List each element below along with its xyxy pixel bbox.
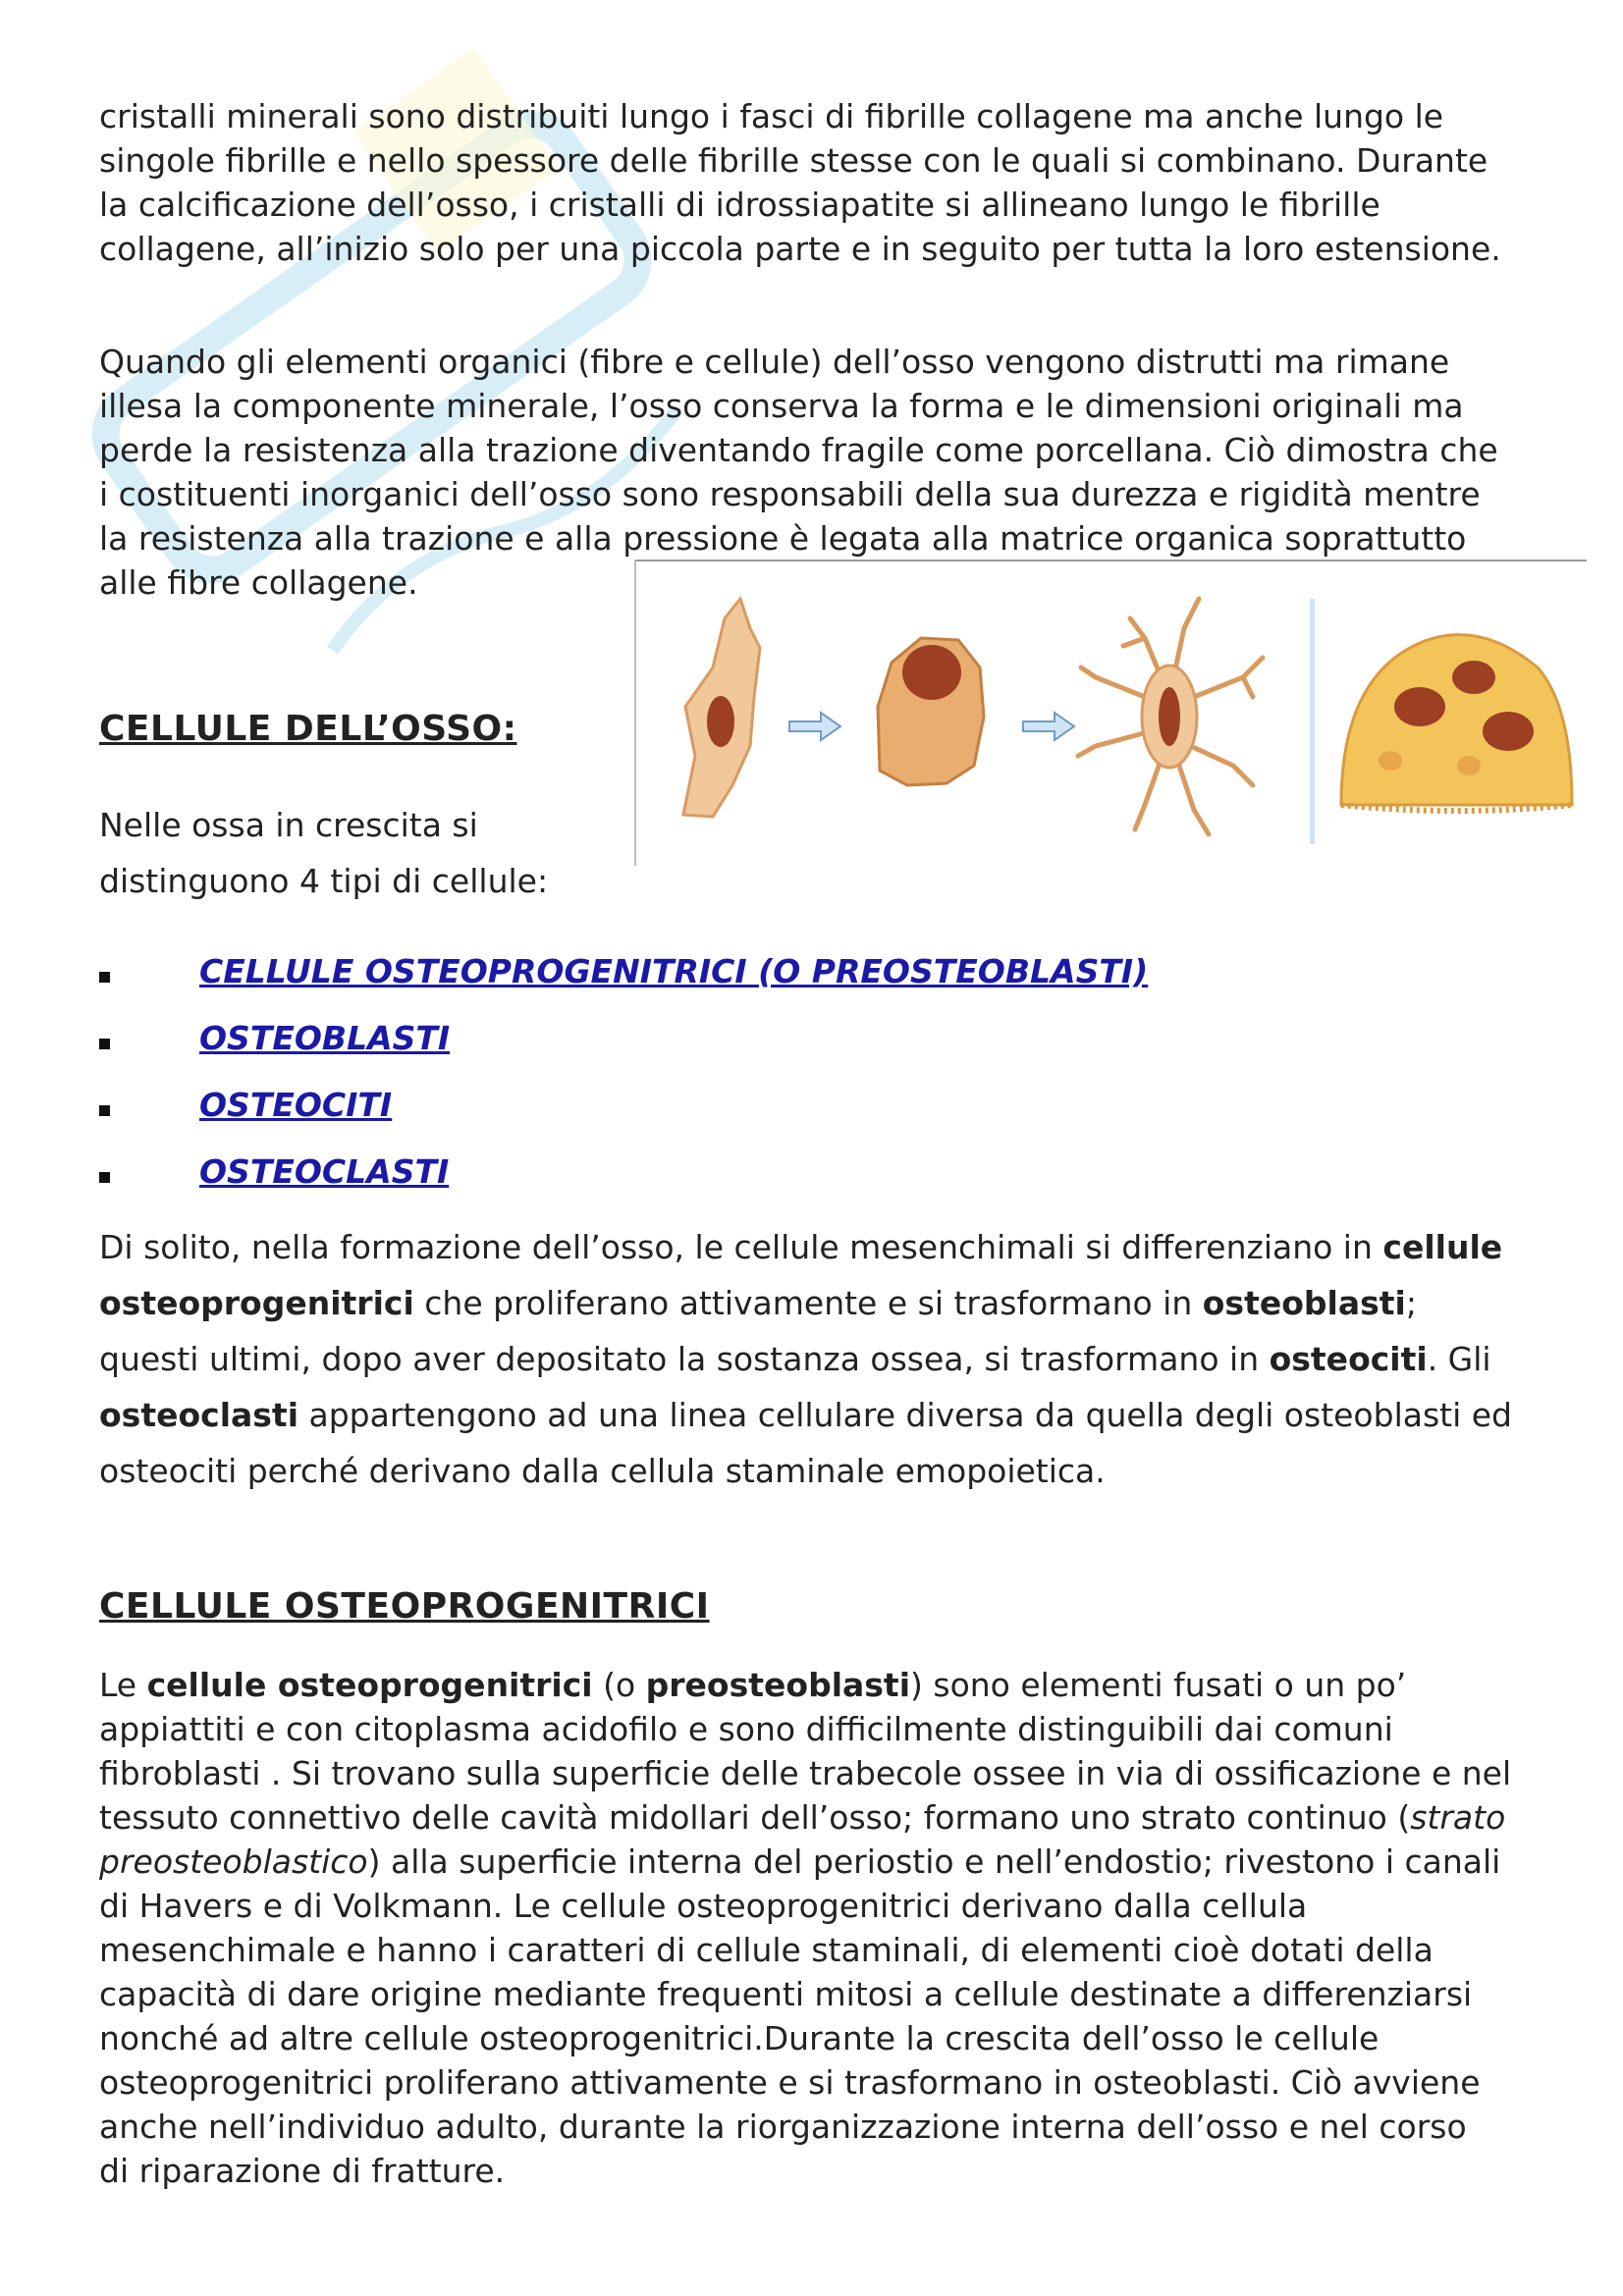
osteoprogenitor-cell-icon [683,599,760,817]
bone-cells-intro [99,797,649,909]
text-run: che proliferano attivamente e si trasformano in [413,1284,1203,1322]
text-line: osteoprogenitrici proliferano attivamente e si trasformano in osteoblasti. Ciò avviene [99,2063,1481,2102]
paragraph-mineral-crystals [99,94,1542,271]
text-run: . Gli [1427,1340,1491,1378]
text-line: cristalli minerali sono distribuiti lungo i fasci di fibrille collagene ma anche lungo le [99,97,1444,135]
link-osteoclasti[interactable]: OSTEOCLASTI [199,1152,450,1191]
text-line [99,1387,1542,1443]
bold-term: cellule osteoprogenitrici [146,1666,593,1704]
text-line: capacità di dare origine mediante frequenti mitosi a cellule destinate a differenziarsi [99,1975,1473,2013]
text-run: questi ultimi, dopo aver depositato la sostanza ossea, si trasformano in [99,1340,1270,1378]
osteocyte-nucleus [1159,687,1180,746]
figure-separator [1310,599,1315,844]
text-line: Quando gli elementi organici (fibre e cellule) dell’osso vengono distrutti ma rimane [99,343,1450,381]
bone-cells-figure [634,560,1587,866]
link-osteoprogenitrici[interactable]: CELLULE OSTEOPROGENITRICI (O PREOSTEOBLASTI) [199,952,1149,990]
link-osteoblasti[interactable]: OSTEOBLASTI [199,1019,451,1057]
text-line [99,1219,1542,1275]
text-line: illesa la componente minerale, l’osso conserva la forma e le dimensioni originali ma [99,387,1464,425]
bone-cells-illustration [634,560,1587,866]
text-line [99,1331,1542,1387]
bold-term: osteoprogenitrici [99,1284,414,1322]
square-bullet-icon [99,1105,110,1116]
text-run: tessuto connettivo delle cavità midollari dell’osso; formano uno strato continuo ( [99,1798,1411,1837]
text-line: alle fibre collagene. [99,563,418,602]
text-run: (o [592,1666,646,1704]
text-line: osteociti perché derivano dalla cellula staminale emopoietica. [99,1452,1106,1490]
text-run: appartengono ad una linea cellulare diversa da quella degli osteoblasti ed [298,1396,1513,1434]
paragraph-cell-differentiation [99,1219,1542,1499]
heading-osteoprogenitor-cells: CELLULE OSTEOPROGENITRICI [99,1586,710,1627]
figure-top-border [634,560,1587,561]
bold-term: preosteoblasti [645,1666,911,1704]
text-run: ) alla superficie interna del periostio e nell’endostio; rivestono i canali [367,1842,1501,1881]
text-line: Nelle ossa in crescita si [99,806,478,844]
text-line: anche nell’individuo adulto, durante la riorganizzazione interna dell’osso e nel corso [99,2108,1467,2146]
arrow-right-icon [789,713,840,740]
text-line: di riparazione di fratture. [99,2152,506,2190]
paragraph-osteoprogenitor-description [99,1663,1542,2193]
text-line: appiattiti e con citoplasma acidofilo e sono difficilmente distinguibili dai comuni [99,1710,1393,1748]
text-line: perde la resistenza alla trazione diventando fragile come porcellana. Ciò dimostra che [99,431,1498,469]
text-line: fibroblasti . Si trovano sulla superficie delle trabecole ossee in via di ossificazione e nel [99,1754,1512,1792]
text-line: distinguono 4 tipi di cellule: [99,862,549,900]
bold-term: osteoblasti [1202,1284,1406,1322]
square-bullet-icon [99,1039,110,1049]
text-line: i costituenti inorganici dell’osso sono responsabili della sua durezza e rigidità mentre [99,475,1481,513]
text-run: ; [1405,1284,1417,1322]
link-osteociti[interactable]: OSTEOCITI [199,1086,393,1124]
text-line: di Havers e di Volkmann. Le cellule osteoprogenitrici derivano dalla cellula [99,1887,1308,1925]
text-run: ) sono elementi fusati o un po’ [910,1666,1407,1704]
text-line: collagene, all’inizio solo per una piccola parte e in seguito per tutta la loro estensione. [99,230,1501,268]
square-bullet-icon [99,1172,110,1183]
text-line: la resistenza alla trazione e alla pressione è legata alla matrice organica soprattutto [99,519,1467,558]
italic-term: preosteoblastico [99,1842,368,1881]
italic-term: strato [1410,1798,1506,1837]
bold-term: osteociti [1269,1340,1428,1378]
text-line: la calcificazione dell’osso, i cristalli di idrossiapatite si allineano lungo le fibrille [99,186,1380,224]
text-line: mesenchimale e hanno i caratteri di cellule staminali, di elementi cioè dotati della [99,1931,1434,1969]
text-run: Le [99,1666,147,1704]
text-line [99,1840,1542,1884]
text-line: nonché ad altre cellule osteoprogenitrici.Durante la crescita dell’osso le cellule [99,2019,1380,2057]
bold-term: cellule [1382,1228,1503,1266]
text-line [99,1663,1542,1707]
osteoblast-cell-icon [878,638,984,785]
bold-term: osteoclasti [99,1396,299,1434]
osteoclast-cell-icon [1341,635,1572,811]
arrow-right-icon [1023,713,1074,740]
text-line: singole fibrille e nello spessore delle fibrille stesse con le quali si combinano. Durante [99,141,1488,180]
text-run: Di solito, nella formazione dell’osso, le cellule mesenchimali si differenziano in [99,1228,1383,1266]
square-bullet-icon [99,972,110,983]
heading-bone-cells: CELLULE DELL’OSSO: [99,709,517,749]
text-line [99,1275,1542,1331]
text-line [99,1795,1542,1840]
